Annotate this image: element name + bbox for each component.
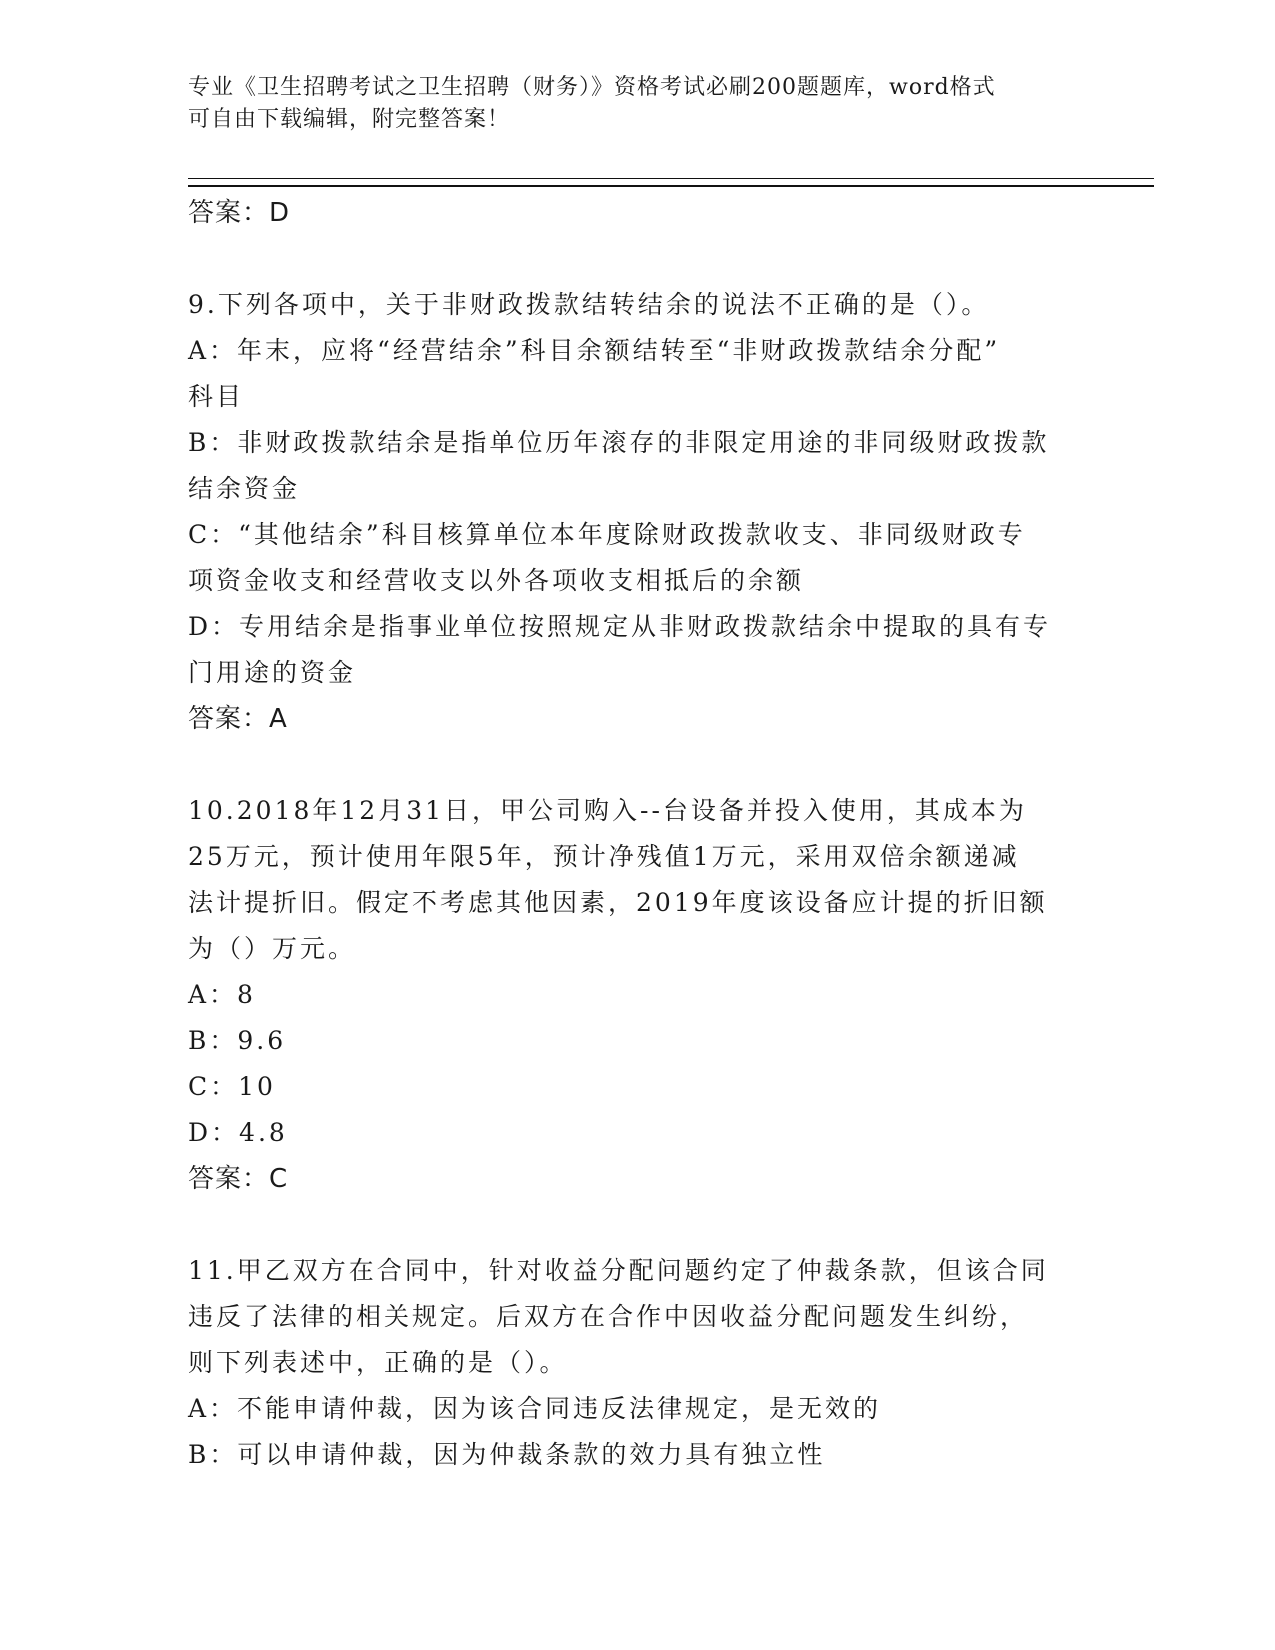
option-a: A：不能申请仲裁，因为该合同违反法律规定，是无效的 <box>188 1394 882 1423</box>
header-divider <box>188 178 1154 187</box>
question-stem: 10.2018年12月31日，甲公司购入--台设备并投入使用，其成本为 <box>188 796 1027 825</box>
question-10 <box>188 788 1088 1202</box>
option-a: A：8 <box>188 980 256 1009</box>
spacer <box>188 1202 1088 1248</box>
option-c: C：10 <box>188 1072 276 1101</box>
question-stem-cont: 25万元，预计使用年限5年，预计净残值1万元，采用双倍余额递减 <box>188 842 1020 871</box>
answer: 答案：C <box>188 1164 289 1194</box>
answer-q8: 答案：D <box>188 198 291 228</box>
spacer <box>188 742 1088 788</box>
question-stem-cont: 法计提折旧。假定不考虑其他因素，2019年度该设备应计提的折旧额 <box>188 888 1048 917</box>
option-d-cont: 门用途的资金 <box>188 658 357 687</box>
document-header <box>188 72 1088 136</box>
option-a-cont: 科目 <box>188 382 245 411</box>
option-d: D：专用结余是指事业单位按照规定从非财政拨款结余中提取的具有专 <box>188 612 1052 641</box>
answer: 答案：A <box>188 704 288 734</box>
header-line-2: 可自由下载编辑，附完整答案！ <box>188 107 511 132</box>
option-c-cont: 项资金收支和经营收支以外各项收支相抵后的余额 <box>188 566 805 595</box>
question-stem-cont: 为（）万元。 <box>188 934 357 963</box>
spacer <box>188 236 1088 282</box>
option-d: D：4.8 <box>188 1118 288 1147</box>
option-c: C：“其他结余”科目核算单位本年度除财政拨款收支、非同级财政专 <box>188 520 1026 549</box>
question-stem-cont: 违反了法律的相关规定。后双方在合作中因收益分配问题发生纠纷， <box>188 1302 1029 1331</box>
option-b: B：可以申请仲裁，因为仲裁条款的效力具有独立性 <box>188 1440 826 1469</box>
option-b: B：9.6 <box>188 1026 287 1055</box>
question-stem: 11.甲乙双方在合同中，针对收益分配问题约定了仲裁条款，但该合同 <box>188 1256 1049 1285</box>
option-b-cont: 结余资金 <box>188 474 301 503</box>
option-a: A：年末，应将“经营结余”科目余额结转至“非财政拨款结余分配” <box>188 336 1001 365</box>
question-11 <box>188 1248 1088 1478</box>
option-b: B：非财政拨款结余是指单位历年滚存的非限定用途的非同级财政拨款 <box>188 428 1050 457</box>
question-stem: 9.下列各项中，关于非财政拨款结转结余的说法不正确的是（）。 <box>188 290 990 319</box>
document-body <box>188 190 1088 1478</box>
question-9 <box>188 282 1088 742</box>
question-stem-cont: 则下列表述中，正确的是（）。 <box>188 1348 568 1377</box>
header-line-1: 专业《卫生招聘考试之卫生招聘（财务）》资格考试必刷200题题库，word格式 <box>188 75 996 100</box>
